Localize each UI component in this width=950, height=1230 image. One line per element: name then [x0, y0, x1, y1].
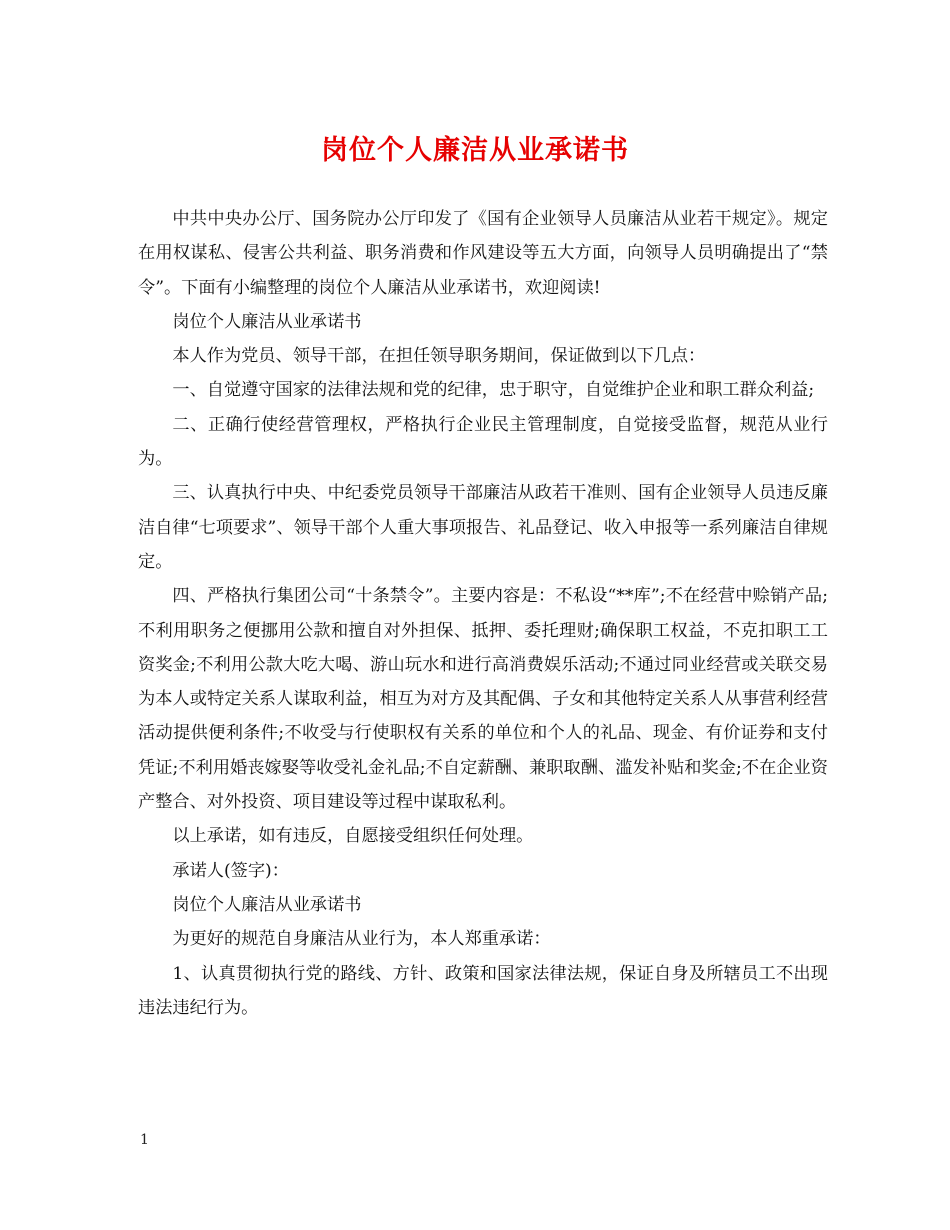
pledge-intro-2: 为更好的规范自身廉洁从业行为，本人郑重承诺：: [172, 929, 551, 950]
pledge-item-2-1: 1、认真贯彻执行党的路线、方针、政策和国家法律法规，保证自身及所辖员工不出现违法违纪行为。: [138, 963, 828, 1018]
section-heading-2: 岗位个人廉洁从业承诺书: [172, 894, 362, 915]
pledge-item-4: 四、严格执行集团公司“十条禁令”。主要内容是：不私设“**库”;不在经营中赊销产品;不利用职务之便挪用公款和擅自对外担保、抵押、委托理财;确保职工权益，不克扣职工工资奖金;不利用公款大吃大喝、游山玩水和进行高消费娱乐活动;不通过同业经营或关联交易为本人或特定关系人谋取利益，相互为对方及其配偶、子女和其他特定关系人从事营利经营活动提供便利条件;不收受与行使职权有关系的单位和个人的礼品、现金、有价证券和支付凭证;不利用婚丧嫁娶等收受礼金礼品;不自定薪酬、兼职取酬、滥发补贴和奖金;不在企业资产整合、对外投资、项目建设等过程中谋取私利。: [138, 586, 828, 813]
document-title: 岗位个人廉洁从业承诺书: [321, 135, 629, 166]
page-number: 1: [140, 1132, 149, 1148]
signature-line: 承诺人(签字)：: [172, 860, 289, 881]
pledge-item-2: 二、正确行使经营管理权，严格执行企业民主管理制度，自觉接受监督，规范从业行为。: [138, 414, 828, 470]
pledge-item-3: 三、认真执行中央、中纪委党员领导干部廉洁从政若干准则、国有企业领导人员违反廉洁自律“七项要求”、领导干部个人重大事项报告、礼品登记、收入申报等一系列廉洁自律规定。: [138, 483, 828, 572]
section-heading: 岗位个人廉洁从业承诺书: [172, 311, 362, 332]
pledge-item-1: 一、自觉遵守国家的法律法规和党的纪律，忠于职守，自觉维护企业和职工群众利益;: [172, 380, 815, 401]
pledge-closing: 以上承诺，如有违反，自愿接受组织任何处理。: [172, 826, 534, 847]
pledge-intro: 本人作为党员、领导干部，在担任领导职务期间，保证做到以下几点：: [172, 346, 706, 367]
document-body: [138, 202, 828, 1025]
intro-paragraph: 中共中央办公厅、国务院办公厅印发了《国有企业领导人员廉洁从业若干规定》。规定在用权谋私、侵害公共利益、职务消费和作风建设等五大方面，向领导人员明确提出了“禁令”。下面有小编整理的岗位个人廉洁从业承诺书，欢迎阅读!: [138, 209, 828, 298]
